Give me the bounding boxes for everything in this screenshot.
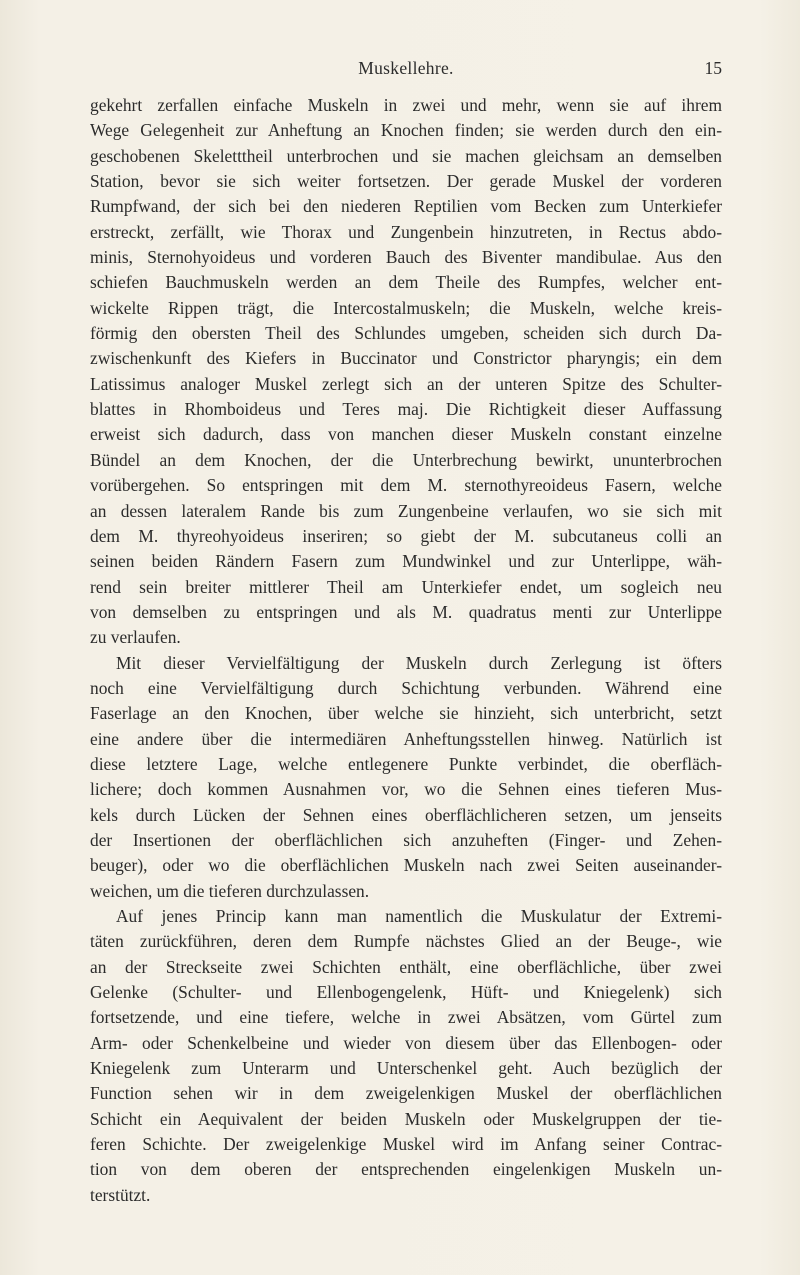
text-line: weichen, um die tieferen durchzulassen. (90, 880, 370, 901)
text-line: Gelenke (Schulter- und Ellenbogengelenk, Hüft- und Kniegelenk) sich (90, 982, 722, 1003)
page-number: 15 (704, 58, 722, 78)
text-line: wickelte Rippen trägt, die Intercostalmuskeln; die Muskeln, welche kreis- (90, 297, 722, 318)
text-line: diese letztere Lage, welche entlegenere Punkte verbindet, die oberfläch- (90, 753, 722, 774)
text-line: blattes in Rhomboideus und Teres maj. Die Richtigkeit dieser Auffassung (90, 399, 722, 420)
text-line: beuger), oder wo die oberflächlichen Muskeln nach zwei Seiten auseinander- (90, 855, 722, 876)
text-line: förmig den obersten Theil des Schlundes umgeben, scheiden sich durch Da- (90, 323, 722, 344)
text-line: eine andere über die intermediären Anheftungsstellen hinweg. Natürlich ist (90, 728, 722, 749)
text-line: erweist sich dadurch, dass von manchen dieser Muskeln constant einzelne (90, 424, 722, 445)
text-line: Kniegelenk zum Unterarm und Unterschenkel geht. Auch bezüglich der (90, 1058, 722, 1079)
text-line: Faserlage an den Knochen, über welche sie hinzieht, sich unterbricht, setzt (90, 703, 722, 724)
text-line: zwischenkunft des Kiefers in Buccinator und Constrictor pharyngis; ein dem (90, 348, 722, 369)
text-line: an dessen lateralem Rande bis zum Zungenbeine verlaufen, wo sie sich mit (90, 500, 722, 521)
text-line: feren Schichte. Der zweigelenkige Muskel wird im Anfang seiner Contrac- (90, 1134, 722, 1155)
text-line: dem M. thyreohyoideus inseriren; so giebt der M. subcutaneus colli an (90, 525, 722, 546)
running-title: Muskellehre. (358, 58, 454, 78)
text-line: der Insertionen der oberflächlichen sich anzuheften (Finger- und Zehen- (90, 829, 722, 850)
text-line: Mit dieser Vervielfältigung der Muskeln durch Zerlegung ist öfters (116, 652, 722, 673)
text-line: Auf jenes Princip kann man namentlich die Muskulatur der Extremi- (116, 906, 722, 926)
text-line: fortsetzende, und eine tiefere, welche in zwei Absätzen, vom Gürtel zum (90, 1007, 722, 1028)
text-line: noch eine Vervielfältigung durch Schichtung verbunden. Während eine (90, 677, 722, 698)
text-line: zu verlaufen. (90, 627, 181, 648)
text-line: gekehrt zerfallen einfache Muskeln in zwei und mehr, wenn sie auf ihrem (90, 95, 722, 115)
text-line: vorübergehen. So entspringen mit dem M. sternothyreoideus Fasern, welche (90, 475, 722, 496)
text-line: seinen beiden Rändern Fasern zum Mundwinkel und zur Unterlippe, wäh- (90, 551, 722, 572)
text-line: Station, bevor sie sich weiter fortsetzen. Der gerade Muskel der vorderen (90, 171, 722, 192)
text-line: Bündel an dem Knochen, der die Unterbrechung bewirkt, ununterbrochen (90, 449, 722, 470)
text-line: geschobenen Skeletttheil unterbrochen und sie machen gleichsam an demselben (90, 145, 722, 166)
page-header (90, 58, 722, 84)
text-line: minis, Sternohyoideus und vorderen Bauch des Biventer mandibulae. Aus den (90, 247, 722, 268)
text-line: von demselben zu entspringen und als M. quadratus menti zur Unterlippe (90, 601, 722, 622)
text-line: erstreckt, zerfällt, wie Thorax und Zungenbein hinzutreten, in Rectus abdo- (90, 221, 722, 242)
text-line: tion von dem oberen der entsprechenden eingelenkigen Muskeln un- (90, 1159, 722, 1180)
text-line: terstützt. (90, 1184, 151, 1205)
text-line: lichere; doch kommen Ausnahmen vor, wo die Sehnen eines tieferen Mus- (90, 779, 722, 800)
text-line: schiefen Bauchmuskeln werden an dem Theile des Rumpfes, welcher ent- (90, 272, 722, 293)
text-line: täten zurückführen, deren dem Rumpfe nächstes Glied an der Beuge-, wie (90, 931, 722, 952)
text-line: Schicht ein Aequivalent der beiden Muskeln oder Muskelgruppen der tie- (90, 1108, 722, 1129)
text-line: Rumpfwand, der sich bei den niederen Reptilien vom Becken zum Unterkiefer (90, 196, 722, 217)
text-line: Wege Gelegenheit zur Anheftung an Knochen finden; sie werden durch den ein- (90, 120, 722, 141)
text-line: Latissimus analoger Muskel zerlegt sich an der unteren Spitze des Schulter- (90, 373, 722, 394)
text-line: kels durch Lücken der Sehnen eines oberflächlicheren setzen, um jenseits (90, 804, 722, 825)
text-line: rend sein breiter mittlerer Theil am Unterkiefer endet, um sogleich neu (90, 576, 722, 597)
text-line: Function sehen wir in dem zweigelenkigen Muskel der oberflächlichen (90, 1083, 722, 1104)
body-text (90, 93, 722, 1208)
text-line: Arm- oder Schenkelbeine und wieder von diesem über das Ellenbogen- oder (90, 1032, 722, 1053)
text-line: an der Streckseite zwei Schichten enthält, eine oberflächliche, über zwei (90, 956, 722, 977)
